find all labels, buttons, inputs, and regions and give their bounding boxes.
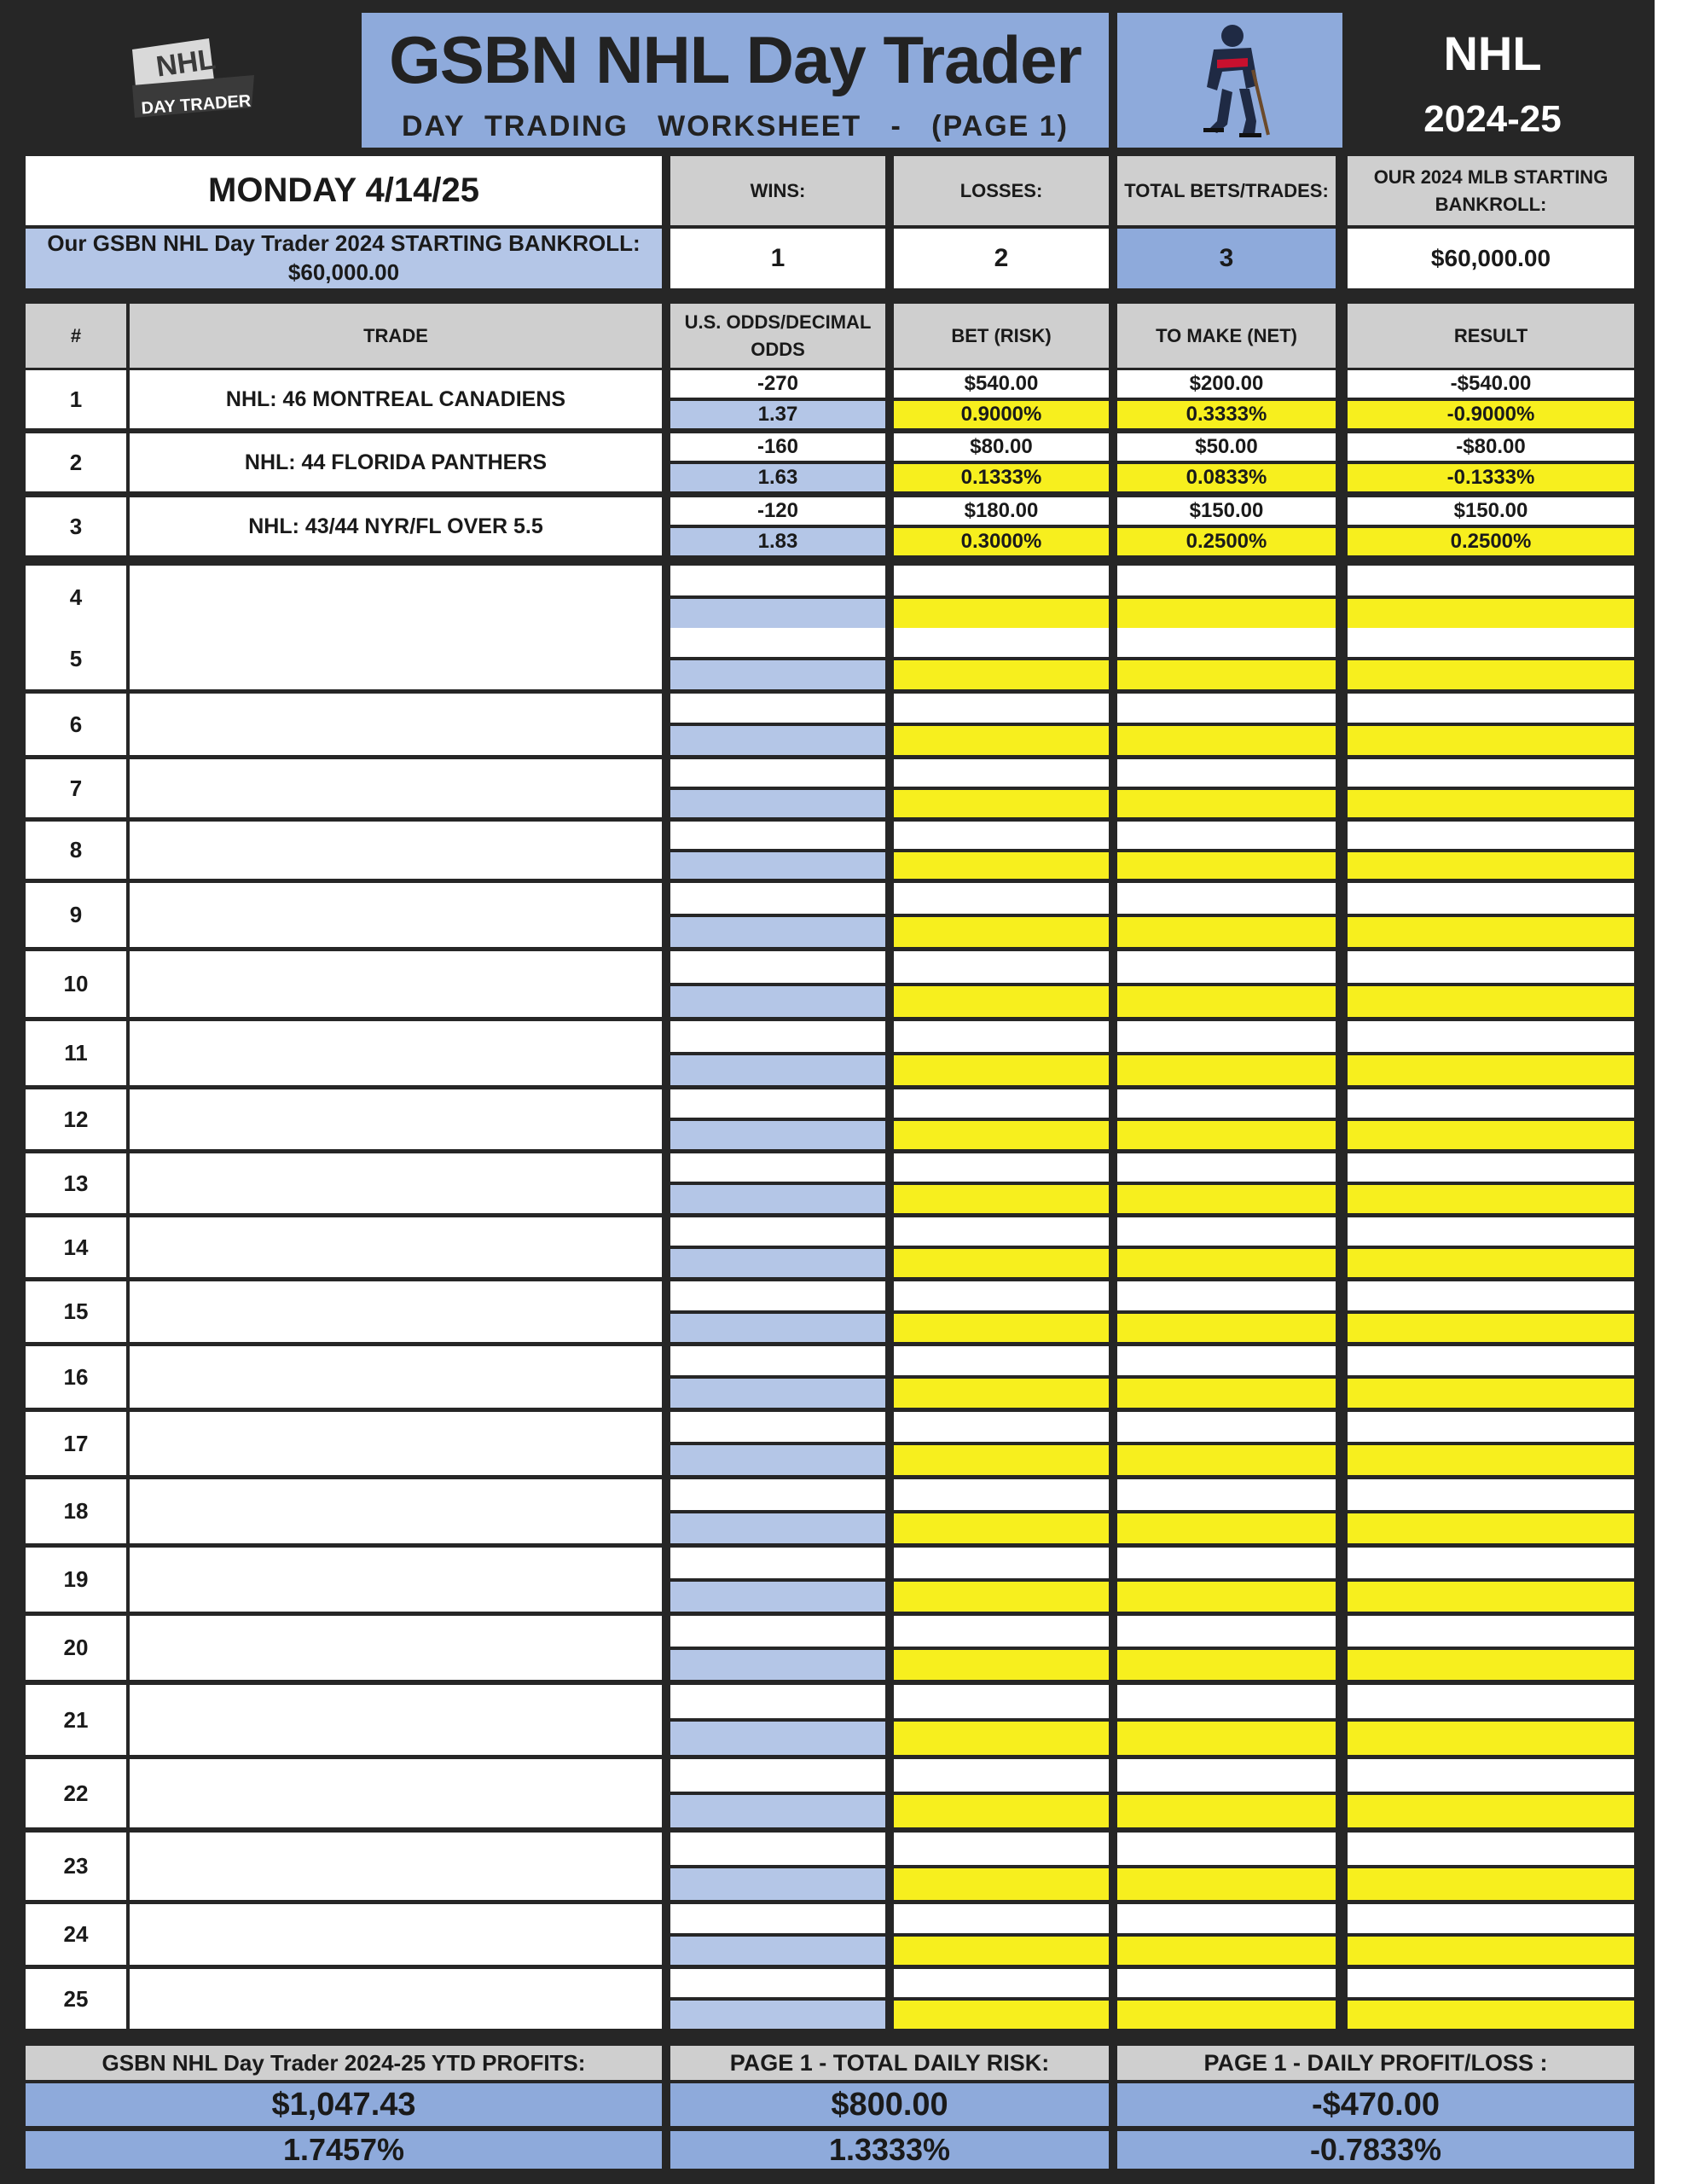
row-number: 23 [26,1833,126,1900]
row-number: 18 [26,1479,126,1543]
logo-text-day-trader: DAY TRADER [140,91,252,118]
us-odds [670,1089,885,1118]
to-make-pct [1117,1314,1336,1342]
result [1348,566,1634,595]
bet-risk-pct [894,1650,1109,1680]
to-make-pct [1117,986,1336,1017]
result [1348,1904,1634,1933]
result [1348,1685,1634,1718]
us-odds [670,1685,885,1718]
row-number: 9 [26,883,126,947]
title-block [362,13,1109,148]
row-number: 7 [26,759,126,817]
starting-bankroll-value: $60,000.00 [287,259,400,285]
total-bets-header: TOTAL BETS/TRADES: [1117,156,1336,225]
to-make-pct [1117,852,1336,879]
to-make-pct [1117,1795,1336,1827]
result-pct: -0.1333% [1348,464,1634,491]
bet-risk-pct [894,1121,1109,1149]
trade-name [130,883,662,947]
trade-name [130,1479,662,1543]
starting-bankroll-label: Our GSBN NHL Day Trader 2024 STARTING BANKROLL: [47,230,641,257]
bet-risk [894,1021,1109,1052]
hockey-player-icon [1183,19,1277,142]
trade-name [130,1412,662,1475]
bet-risk-pct [894,599,1109,629]
bet-risk-pct [894,1513,1109,1543]
result-pct [1348,1937,1634,1965]
decimal-odds: 1.63 [670,464,885,491]
result-pct [1348,726,1634,755]
to-make-pct: 0.0833% [1117,464,1336,491]
result-pct [1348,1722,1634,1755]
bet-risk [894,1479,1109,1510]
decimal-odds [670,986,885,1017]
bet-risk [894,1412,1109,1442]
date-label: MONDAY 4/14/25 [26,156,662,225]
result-pct [1348,1582,1634,1612]
result-pct [1348,790,1634,817]
daily-risk-pct: 1.3333% [670,2131,1109,2169]
to-make [1117,1759,1336,1792]
row-number: 5 [26,628,126,689]
decimal-odds [670,1582,885,1612]
to-make-pct [1117,1379,1336,1408]
to-make-pct [1117,1513,1336,1543]
to-make [1117,566,1336,595]
bet-risk [894,1969,1109,1997]
to-make [1117,1281,1336,1310]
us-odds [670,1833,885,1865]
decimal-odds [670,660,885,689]
to-make-pct [1117,1055,1336,1085]
bet-risk: $80.00 [894,433,1109,461]
losses-value: 2 [894,229,1109,288]
result [1348,1759,1634,1792]
bet-risk [894,1346,1109,1375]
daily-pl-pct: -0.7833% [1117,2131,1634,2169]
player-image [1117,13,1342,148]
losses-header: LOSSES: [894,156,1109,225]
us-odds [670,1412,885,1442]
us-odds [670,1217,885,1246]
trade-name: NHL: 46 MONTREAL CANADIENS [130,370,662,428]
bet-risk-pct [894,1445,1109,1475]
us-odds [670,1969,885,1997]
bet-risk-pct [894,2001,1109,2029]
bet-risk-pct [894,1722,1109,1755]
to-make [1117,1153,1336,1182]
wins-value: 1 [670,229,885,288]
trade-name [130,1969,662,2029]
bet-risk [894,1616,1109,1647]
us-odds: -160 [670,433,885,461]
result [1348,1548,1634,1578]
to-make-pct [1117,1868,1336,1900]
daily-pl-value: -$470.00 [1117,2083,1634,2126]
bet-risk [894,759,1109,787]
bet-risk-pct [894,1937,1109,1965]
result [1348,1021,1634,1052]
to-make-pct: 0.2500% [1117,528,1336,555]
decimal-odds: 1.83 [670,528,885,555]
to-make: $150.00 [1117,497,1336,525]
decimal-odds [670,790,885,817]
result [1348,1479,1634,1510]
to-make-pct [1117,1121,1336,1149]
bet-risk-pct [894,1379,1109,1408]
result-pct [1348,917,1634,947]
logo-text-nhl: NHL [154,42,218,84]
to-make [1117,628,1336,657]
decimal-odds [670,917,885,947]
bet-risk [894,1548,1109,1578]
result [1348,1833,1634,1865]
to-make [1117,1021,1336,1052]
result [1348,1412,1634,1442]
bet-risk [894,1217,1109,1246]
decimal-odds [670,1379,885,1408]
result-pct [1348,1795,1634,1827]
row-number: 25 [26,1969,126,2029]
trade-name [130,1616,662,1680]
trade-name [130,1759,662,1827]
starting-bankroll [26,229,662,288]
bet-risk-pct [894,917,1109,947]
us-odds: -270 [670,370,885,398]
header-num: # [26,304,126,368]
decimal-odds [670,852,885,879]
bet-risk-pct [894,1795,1109,1827]
bet-risk: $180.00 [894,497,1109,525]
row-number: 2 [26,433,126,491]
trade-name [130,1281,662,1342]
header-odds: U.S. ODDS/DECIMAL ODDS [670,304,885,368]
trade-name [130,759,662,817]
bet-risk [894,1685,1109,1718]
row-number: 11 [26,1021,126,1085]
bet-risk [894,883,1109,914]
to-make-pct [1117,1650,1336,1680]
bet-risk-pct [894,852,1109,879]
result: -$80.00 [1348,433,1634,461]
us-odds [670,1904,885,1933]
ytd-profits-value: $1,047.43 [26,2083,662,2126]
bet-risk-pct [894,1185,1109,1213]
to-make-pct [1117,660,1336,689]
us-odds: -120 [670,497,885,525]
result-pct [1348,1314,1634,1342]
ytd-profits-pct: 1.7457% [26,2131,662,2169]
us-odds [670,628,885,657]
decimal-odds [670,1249,885,1277]
to-make-pct [1117,1582,1336,1612]
result [1348,883,1634,914]
decimal-odds [670,1650,885,1680]
row-number: 19 [26,1548,126,1612]
us-odds [670,1346,885,1375]
decimal-odds [670,2001,885,2029]
trade-name [130,566,662,629]
bet-risk [894,1281,1109,1310]
result-pct [1348,599,1634,629]
row-number: 3 [26,497,126,555]
to-make-pct [1117,1445,1336,1475]
trade-name: NHL: 44 FLORIDA PANTHERS [130,433,662,491]
to-make [1117,1969,1336,1997]
header-trade: TRADE [130,304,662,368]
header-result: RESULT [1348,304,1634,368]
decimal-odds [670,726,885,755]
result-pct [1348,1121,1634,1149]
row-number: 21 [26,1685,126,1755]
result-pct [1348,1249,1634,1277]
trade-name [130,628,662,689]
decimal-odds [670,1055,885,1085]
daily-risk-label: PAGE 1 - TOTAL DAILY RISK: [670,2046,1109,2080]
bet-risk-pct [894,1314,1109,1342]
to-make [1117,1685,1336,1718]
decimal-odds [670,1513,885,1543]
to-make [1117,1346,1336,1375]
to-make [1117,883,1336,914]
decimal-odds [670,1795,885,1827]
bet-risk [894,566,1109,595]
row-number: 10 [26,951,126,1017]
to-make-pct [1117,917,1336,947]
to-make [1117,951,1336,983]
to-make [1117,759,1336,787]
bet-risk-pct [894,1582,1109,1612]
to-make [1117,1548,1336,1578]
league-label: NHL [1443,26,1542,80]
result [1348,951,1634,983]
row-number: 13 [26,1153,126,1213]
result [1348,1217,1634,1246]
trade-name [130,1346,662,1408]
result: -$540.00 [1348,370,1634,398]
row-number: 6 [26,694,126,755]
result [1348,1969,1634,1997]
header-bet: BET (RISK) [894,304,1109,368]
to-make [1117,1616,1336,1647]
bet-risk [894,951,1109,983]
bet-risk [894,1759,1109,1792]
result [1348,1616,1634,1647]
to-make-pct [1117,1185,1336,1213]
page-title: GSBN NHL Day Trader [389,22,1081,97]
result-pct [1348,1868,1634,1900]
row-number: 8 [26,822,126,879]
daily-pl-label: PAGE 1 - DAILY PROFIT/LOSS : [1117,2046,1634,2080]
us-odds [670,1479,885,1510]
trade-name [130,694,662,755]
trade-name [130,951,662,1017]
trade-name [130,1548,662,1612]
us-odds [670,1281,885,1310]
result [1348,1281,1634,1310]
daily-risk-value: $800.00 [670,2083,1109,2126]
to-make-pct: 0.3333% [1117,401,1336,428]
to-make [1117,822,1336,849]
to-make [1117,694,1336,723]
row-number: 4 [26,566,126,629]
trade-name [130,1685,662,1755]
to-make: $200.00 [1117,370,1336,398]
result-pct [1348,1650,1634,1680]
row-number: 15 [26,1281,126,1342]
result [1348,1346,1634,1375]
decimal-odds: 1.37 [670,401,885,428]
to-make-pct [1117,2001,1336,2029]
row-number: 24 [26,1904,126,1965]
result-pct [1348,1513,1634,1543]
result-pct [1348,1185,1634,1213]
row-number: 14 [26,1217,126,1277]
bet-risk-pct [894,726,1109,755]
to-make-pct [1117,790,1336,817]
decimal-odds [670,599,885,629]
result-pct [1348,660,1634,689]
result-pct: -0.9000% [1348,401,1634,428]
decimal-odds [670,1722,885,1755]
to-make [1117,1904,1336,1933]
result-pct [1348,852,1634,879]
to-make-pct [1117,1249,1336,1277]
bet-risk-pct [894,1055,1109,1085]
bet-risk [894,1089,1109,1118]
result-pct [1348,1379,1634,1408]
to-make [1117,1217,1336,1246]
to-make [1117,1479,1336,1510]
trade-name: NHL: 43/44 NYR/FL OVER 5.5 [130,497,662,555]
trade-name [130,1153,662,1213]
result: $150.00 [1348,497,1634,525]
row-number: 22 [26,1759,126,1827]
trade-name [130,1904,662,1965]
bet-risk-pct [894,660,1109,689]
decimal-odds [670,1868,885,1900]
to-make: $50.00 [1117,433,1336,461]
to-make-pct [1117,599,1336,629]
bet-risk [894,1904,1109,1933]
bet-risk [894,1833,1109,1865]
result-pct [1348,1055,1634,1085]
trade-name [130,1217,662,1277]
us-odds [670,1153,885,1182]
to-make-pct [1117,726,1336,755]
row-number: 1 [26,370,126,428]
header-make: TO MAKE (NET) [1117,304,1336,368]
bet-risk-pct: 0.3000% [894,528,1109,555]
bet-risk [894,694,1109,723]
us-odds [670,1616,885,1647]
to-make [1117,1089,1336,1118]
us-odds [670,1021,885,1052]
bet-risk-pct [894,986,1109,1017]
season-label: 2024-25 [1423,98,1562,140]
bet-risk [894,1153,1109,1182]
to-make-pct [1117,1937,1336,1965]
bet-risk-pct: 0.1333% [894,464,1109,491]
bet-risk-pct [894,790,1109,817]
us-odds [670,822,885,849]
trade-name [130,1089,662,1149]
row-number: 17 [26,1412,126,1475]
result [1348,822,1634,849]
us-odds [670,883,885,914]
bet-risk [894,822,1109,849]
result [1348,1089,1634,1118]
to-make-pct [1117,1722,1336,1755]
wins-header: WINS: [670,156,885,225]
us-odds [670,694,885,723]
us-odds [670,759,885,787]
us-odds [670,1548,885,1578]
to-make [1117,1833,1336,1865]
row-number: 16 [26,1346,126,1408]
decimal-odds [670,1121,885,1149]
to-make [1117,1412,1336,1442]
mlb-bankroll-header: OUR 2024 MLB STARTING BANKROLL: [1348,156,1634,225]
page-subtitle: DAY TRADING WORKSHEET - (PAGE 1) [402,110,1069,142]
total-bets-value: 3 [1117,229,1336,288]
row-number: 20 [26,1616,126,1680]
trade-name [130,822,662,879]
decimal-odds [670,1185,885,1213]
decimal-odds [670,1445,885,1475]
result-pct: 0.2500% [1348,528,1634,555]
trade-name [130,1833,662,1900]
result [1348,628,1634,657]
result [1348,1153,1634,1182]
us-odds [670,566,885,595]
us-odds [670,951,885,983]
bet-risk: $540.00 [894,370,1109,398]
result [1348,694,1634,723]
result [1348,759,1634,787]
mlb-bankroll-value: $60,000.00 [1348,229,1634,288]
result-pct [1348,1445,1634,1475]
bet-risk-pct [894,1249,1109,1277]
us-odds [670,1759,885,1792]
decimal-odds [670,1937,885,1965]
result-pct [1348,986,1634,1017]
result-pct [1348,2001,1634,2029]
ytd-profits-label: GSBN NHL Day Trader 2024-25 YTD PROFITS: [26,2046,662,2080]
decimal-odds [670,1314,885,1342]
row-number: 12 [26,1089,126,1149]
bet-risk-pct [894,1868,1109,1900]
trade-name [130,1021,662,1085]
bet-risk-pct: 0.9000% [894,401,1109,428]
bet-risk [894,628,1109,657]
